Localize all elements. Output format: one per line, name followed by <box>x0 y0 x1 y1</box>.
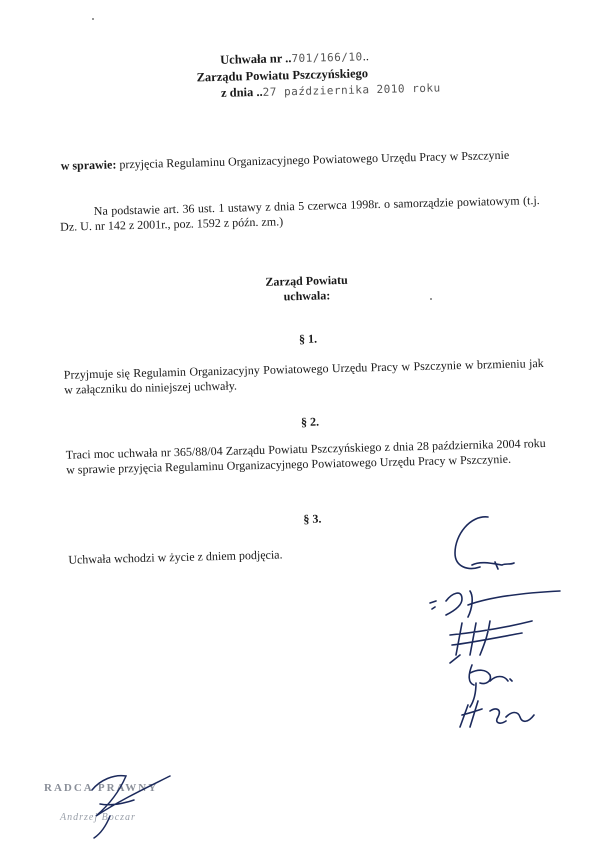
board-name: Zarząd Powiatu <box>265 272 348 289</box>
legal-counsel-stamp <box>30 760 200 840</box>
resolution-date-label: z dnia .. <box>220 84 263 100</box>
scan-speck <box>430 298 432 300</box>
signature-2 <box>430 591 560 617</box>
board-signatures <box>410 505 580 745</box>
stamp-name: Andrzej Boczar <box>60 812 136 823</box>
resolution-number: 701/166/10 <box>291 50 363 66</box>
section-1-heading: § 1. <box>298 331 318 346</box>
issuing-body: Zarządu Powiatu Pszczyńskiego <box>196 66 369 85</box>
resolution-date: 27 października 2010 roku <box>262 81 441 99</box>
resolution-number-line: Uchwała nr ..701/166/10.. <box>220 49 370 67</box>
resolution-subject <box>61 147 541 174</box>
scan-speck <box>92 18 94 20</box>
subject-label: w sprawie: <box>60 157 117 173</box>
signature-4 <box>469 665 512 707</box>
stamp-title: RADCA PRAWNY <box>44 782 159 794</box>
section-1-text: Przyjmuje się Regulamin Organizacyjny Powiatowego Urzędu Pracy w Pszczynie w brzmieniu jak w załączniku do niniejszej uchwały. <box>63 356 544 397</box>
legal-basis: Na podstawie art. 36 ust. 1 ustawy z dnia 5 czerwca 1998r. o samorządzie powiatowym (t.j. Dz. U. nr 142 z 2001r., poz. 1592 z późn. zm.) <box>60 193 540 234</box>
section-2-text: Traci moc uchwała nr 365/88/04 Zarządu Powiatu Pszczyńskiego z dnia 28 października 2004 roku w sprawie przyjęcia Regulaminu Organizacyjnego Powiatowego Urzędu Pracy w Pszczynie. <box>65 436 546 477</box>
legal-counsel-signature <box>30 760 200 840</box>
board-decision <box>156 270 457 307</box>
resolution-header <box>196 45 487 102</box>
signature-1 <box>455 517 514 569</box>
section-3-text: Uchwała wchodzi w życie z dniem podjęcia. <box>68 547 283 567</box>
signature-3 <box>450 621 532 663</box>
section-3-heading: § 3. <box>303 511 322 526</box>
resolution-number-label: Uchwała nr .. <box>220 51 292 67</box>
subject-text: przyjęcia Regulaminu Organizacyjnego Powiatowego Urzędu Pracy w Pszczynie <box>119 147 510 172</box>
board-resolves: uchwala: <box>283 288 331 304</box>
section-2-heading: § 2. <box>300 414 320 429</box>
